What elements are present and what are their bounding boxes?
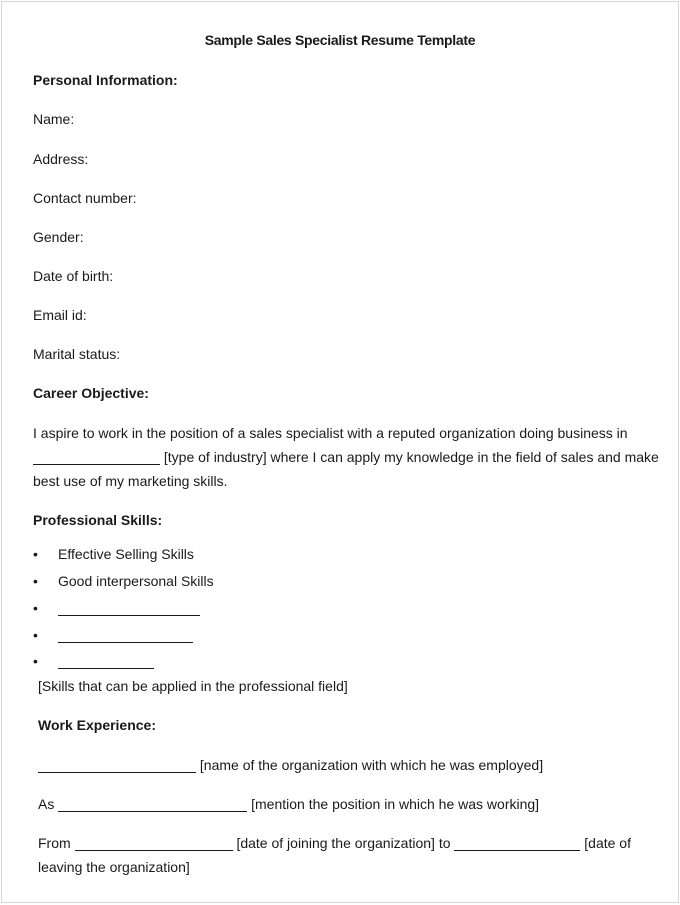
blank-line — [454, 836, 580, 851]
skill-blank-item — [58, 627, 193, 643]
field-gender: Gender: — [33, 229, 84, 245]
bullet-icon: • — [33, 546, 38, 562]
career-objective-line-2 — [33, 449, 659, 465]
career-objective-heading: Career Objective: — [33, 385, 149, 401]
blank-line — [75, 836, 233, 851]
career-objective-line-1: I aspire to work in the position of a sales specialist with a reputed organization doing business in — [33, 425, 628, 441]
skill-item: Effective Selling Skills — [58, 546, 194, 562]
blank-line — [58, 797, 247, 812]
blank-line — [58, 601, 200, 616]
work-joining-text: [date of joining the organization] to — [236, 835, 451, 851]
skills-note: [Skills that can be applied in the professional field] — [38, 678, 348, 694]
as-label: As — [38, 796, 55, 812]
work-experience-heading: Work Experience: — [38, 717, 157, 733]
blank-line — [38, 758, 196, 773]
professional-skills-heading: Professional Skills: — [33, 512, 163, 528]
resume-page — [1, 1, 679, 903]
bullet-icon: • — [33, 600, 38, 616]
blank-line — [33, 450, 160, 465]
work-organization-text: [name of the organization with which he was employed] — [199, 757, 544, 773]
career-objective-text-2: [type of industry] where I can apply my knowledge in the field of sales and make — [163, 449, 659, 465]
work-line-dates-continued: leaving the organization] — [38, 859, 190, 875]
work-leaving-text: [date of — [584, 835, 631, 851]
skill-item: Good interpersonal Skills — [58, 573, 214, 589]
field-contact-number: Contact number: — [33, 190, 137, 206]
blank-line — [58, 628, 193, 643]
document-title: Sample Sales Specialist Resume Template — [204, 32, 476, 48]
field-email: Email id: — [33, 307, 87, 323]
work-line-dates — [38, 835, 631, 851]
skill-blank-item — [58, 653, 154, 669]
bullet-icon: • — [33, 653, 38, 669]
field-date-of-birth: Date of birth: — [33, 268, 114, 284]
work-position-text: [mention the position in which he was working] — [251, 796, 540, 812]
field-name: Name: — [33, 111, 75, 127]
skill-blank-item — [58, 600, 200, 616]
blank-line — [58, 654, 154, 669]
work-line-organization — [38, 757, 543, 773]
work-line-position — [38, 796, 539, 812]
field-marital-status: Marital status: — [33, 346, 121, 362]
personal-info-heading: Personal Information: — [33, 72, 178, 88]
from-label: From — [38, 835, 71, 851]
field-address: Address: — [33, 151, 89, 167]
bullet-icon: • — [33, 573, 38, 589]
career-objective-line-3: best use of my marketing skills. — [33, 473, 228, 489]
bullet-icon: • — [33, 627, 38, 643]
